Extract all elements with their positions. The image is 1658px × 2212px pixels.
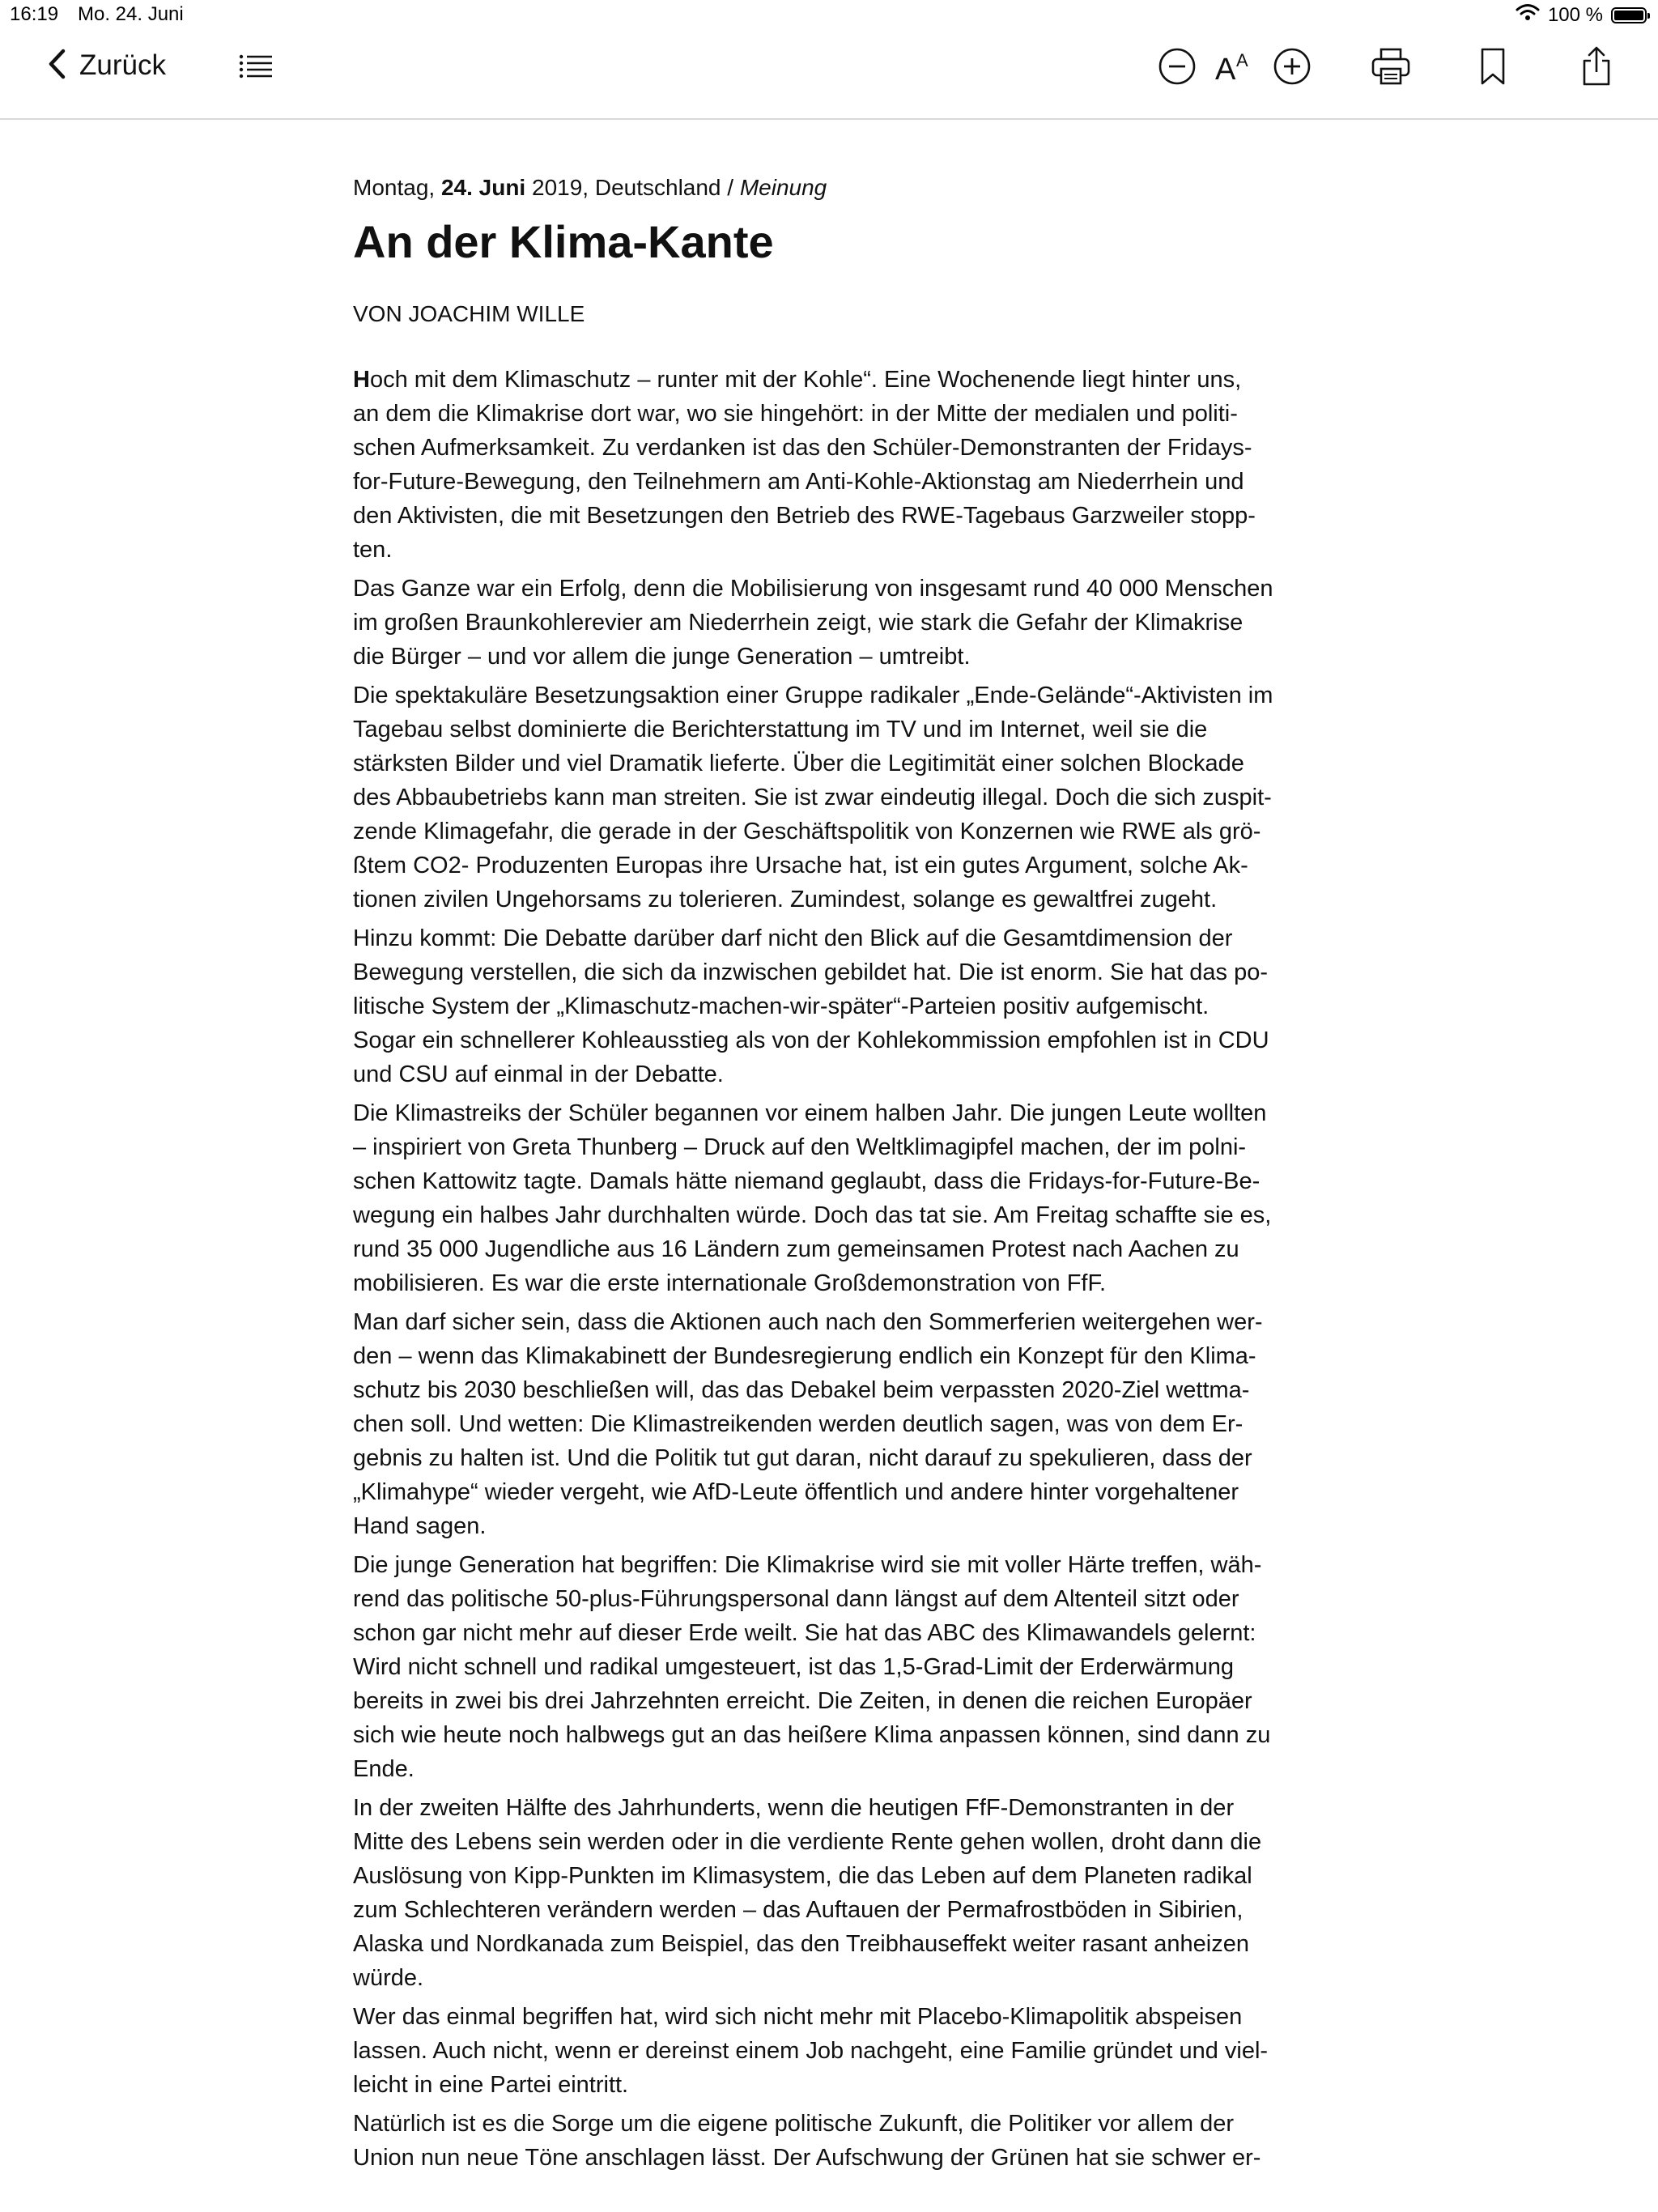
article-byline: VON JOACHIM WILLE — [353, 301, 585, 326]
article-paragraph — [353, 1305, 1308, 1543]
article-line: Auslösung von Kipp-Punkten im Klimasystem, die das Leben auf dem Planeten radikal — [353, 1863, 1252, 1889]
article-line-text: och mit dem Klimaschutz – runter mit der Kohle“. Eine Wochenende liegt hinter uns, — [369, 367, 1242, 393]
article-title: An der Klima-Kante — [353, 216, 774, 267]
article-paragraph — [353, 572, 1308, 674]
article-line: Die Klimastreiks der Schüler begannen vor einem halben Jahr. Die jungen Leute wollten — [353, 1100, 1267, 1126]
article-line: Das Ganze war ein Erfolg, denn die Mobilisierung von insgesamt rund 40 000 Menschen — [353, 576, 1273, 602]
wifi-icon — [1516, 3, 1540, 27]
article-line: gebnis zu halten ist. Und die Politik tut gut daran, nicht darauf zu spekulieren, dass der — [353, 1445, 1252, 1471]
article-line: schon gar nicht mehr auf dieser Erde weilt. Sie hat das ABC des Klimawandels gelernt: — [353, 1620, 1256, 1646]
status-bar — [0, 0, 1658, 32]
status-time: 16:19 — [10, 3, 59, 25]
dateline-section: Meinung — [739, 175, 827, 200]
zoom-in-icon[interactable] — [1269, 44, 1315, 89]
article-line: die Bürger – und vor allem die junge Generation – umtreibt. — [353, 644, 971, 670]
text-size-icon[interactable] — [1211, 44, 1256, 89]
article-line: Hand sagen. — [353, 1513, 487, 1539]
article-line: Hinzu kommt: Die Debatte darüber darf nicht den Blick auf die Gesamtdimension der — [353, 925, 1233, 951]
article-line: bereits in zwei bis drei Jahrzehnten erreicht. Die Zeiten, in denen die reichen Europäer — [353, 1688, 1252, 1714]
svg-text:A: A — [1215, 53, 1236, 84]
share-icon[interactable] — [1574, 44, 1619, 89]
article-line: „Klimahype“ wieder vergeht, wie AfD-Leute öffentlich und andere hinter vorgehaltener — [353, 1479, 1239, 1505]
article-body — [353, 363, 1308, 2175]
status-date: Mo. 24. Juni — [78, 3, 184, 25]
article-line: den Aktivisten, die mit Besetzungen den Betrieb des RWE-Tagebaus Garzweiler stopp- — [353, 503, 1256, 529]
article-paragraph — [353, 921, 1308, 1091]
article-line: ßtem CO2- Produzenten Europas ihre Ursache hat, ist ein gutes Argument, solche Ak- — [353, 853, 1248, 878]
article-line: leicht in eine Partei eintritt. — [353, 2072, 629, 2098]
article-line: Bewegung verstellen, die sich da inzwischen gebildet hat. Die ist enorm. Sie hat das po- — [353, 959, 1269, 985]
dateline-weekday: Montag, — [353, 175, 436, 200]
print-icon[interactable] — [1368, 44, 1414, 89]
article-line: ten. — [353, 537, 393, 563]
article-line: im großen Braunkohlerevier am Niederrhein zeigt, wie stark die Gefahr der Klimakrise — [353, 610, 1244, 636]
article-line: schen Aufmerksamkeit. Zu verdanken ist das den Schüler-Demonstranten der Fridays- — [353, 435, 1252, 461]
dateline-location: 2019, Deutschland / — [532, 175, 734, 200]
article-line: Sogar ein schnellerer Kohleausstieg als von der Kohlekommission empfohlen ist in CDU — [353, 1027, 1269, 1053]
back-button[interactable] — [47, 45, 166, 86]
dateline-date: 24. Juni — [440, 175, 526, 200]
article-paragraph — [353, 2107, 1308, 2175]
article-line: chen soll. Und wetten: Die Klimastreikenden werden deutlich sagen, was von dem Er- — [353, 1411, 1244, 1437]
article-paragraph — [353, 1791, 1308, 1995]
article-line: mobilisieren. Es war die erste internationale Großdemonstration von FfF. — [353, 1270, 1107, 1296]
article-line: wegung ein halbes Jahr durchhalten würde. Doch das tat sie. Am Freitag schaffte sie es, — [353, 1202, 1272, 1228]
reader-toolbar — [0, 32, 1658, 120]
article-paragraph — [353, 678, 1308, 917]
article-line: stärksten Bilder und viel Dramatik lieferte. Über die Legitimität einer solchen Blockade — [353, 751, 1244, 776]
article-paragraph — [353, 1096, 1308, 1300]
article-line: Die junge Generation hat begriffen: Die Klimakrise wird sie mit voller Härte treffen, wäh- — [353, 1552, 1262, 1578]
article-line: und CSU auf einmal in der Debatte. — [353, 1061, 724, 1087]
article-paragraph — [353, 363, 1308, 567]
article-line: Union nun neue Töne anschlagen lässt. Der Aufschwung der Grünen hat sie schwer er- — [353, 2145, 1261, 2171]
article-line: schutz bis 2030 beschließen will, das das Debakel beim verpassten 2020-Ziel wettma- — [353, 1377, 1250, 1403]
article-line: Ende. — [353, 1756, 414, 1782]
article-line: lassen. Auch nicht, wenn er dereinst einem Job nachgeht, eine Familie gründet und viel- — [353, 2038, 1269, 2064]
zoom-out-icon[interactable] — [1154, 44, 1200, 89]
article-line: tionen zivilen Ungehorsams zu tolerieren. Zumindest, solange es gewaltfrei zugeht. — [353, 887, 1218, 912]
article-line: des Abbaubetriebs kann man streiten. Sie ist zwar eindeutig illegal. Doch die sich zuspit- — [353, 785, 1272, 810]
article-line: Alaska und Nordkanada zum Beispiel, das den Treibhauseffekt weiter rasant anheizen — [353, 1931, 1249, 1957]
article-dateline — [353, 170, 1308, 206]
bookmark-icon[interactable] — [1470, 44, 1516, 89]
article-line — [353, 363, 1308, 397]
article-line: Man darf sicher sein, dass die Aktionen auch nach den Sommerferien weitergehen wer- — [353, 1309, 1263, 1335]
article-line: würde. — [353, 1965, 424, 1991]
article-line: an dem die Klimakrise dort war, wo sie hingehört: in der Mitte der medialen und politi- — [353, 401, 1238, 427]
back-label: Zurück — [79, 49, 166, 81]
article-line: schen Kattowitz tagte. Damals hätte niemand geglaubt, dass die Fridays-for-Future-Be- — [353, 1168, 1261, 1194]
article-line: Wer das einmal begriffen hat, wird sich nicht mehr mit Placebo-Klimapolitik abspeisen — [353, 2004, 1243, 2030]
chevron-left-icon — [47, 48, 66, 84]
list-icon[interactable] — [233, 44, 278, 89]
article-paragraph — [353, 2000, 1308, 2102]
article-line: In der zweiten Hälfte des Jahrhunderts, wenn die heutigen FfF-Demonstranten in der — [353, 1795, 1235, 1821]
article-line: Tagebau selbst dominierte die Berichterstattung im TV und im Internet, weil sie die — [353, 717, 1208, 742]
article-line: Mitte des Lebens sein werden oder in die verdiente Rente gehen wollen, droht dann die — [353, 1829, 1262, 1855]
article-paragraph — [353, 1548, 1308, 1786]
status-right — [1516, 3, 1647, 27]
battery-icon — [1611, 7, 1647, 23]
article-line: Die spektakuläre Besetzungsaktion einer Gruppe radikaler „Ende-Gelände“-Aktivisten im — [353, 683, 1273, 708]
article — [353, 170, 1308, 2180]
article-line: Wird nicht schnell und radikal umgesteuert, ist das 1,5-Grad-Limit der Erderwärmung — [353, 1654, 1234, 1680]
article-line: rund 35 000 Jugendliche aus 16 Ländern zum gemeinsamen Protest nach Aachen zu — [353, 1236, 1239, 1262]
article-line: sich wie heute noch halbwegs gut an das heißere Klima anpassen können, sind dann zu — [353, 1722, 1271, 1748]
article-line: litische System der „Klimaschutz-machen-wir-später“-Parteien positiv aufgemischt. — [353, 993, 1209, 1019]
article-line: zum Schlechteren verändern werden – das Auftauen der Permafrostböden in Sibirien, — [353, 1897, 1244, 1923]
article-line: – inspiriert von Greta Thunberg – Druck auf den Weltklimagipfel machen, der im polni- — [353, 1134, 1247, 1160]
initial-letter: H — [353, 367, 370, 393]
battery-percentage: 100 % — [1547, 3, 1603, 26]
article-line: Natürlich ist es die Sorge um die eigene politische Zukunft, die Politiker vor allem der — [353, 2111, 1235, 2137]
article-line: den – wenn das Klimakabinett der Bundesregierung endlich ein Konzept für den Klima- — [353, 1343, 1256, 1369]
svg-text:A: A — [1236, 50, 1248, 70]
article-line: zende Klimagefahr, die gerade in der Geschäftspolitik von Konzernen wie RWE als grö- — [353, 819, 1261, 844]
article-line: for-Future-Bewegung, den Teilnehmern am Anti-Kohle-Aktionstag am Niederrhein und — [353, 469, 1244, 495]
article-line: rend das politische 50-plus-Führungspersonal dann längst auf dem Altenteil sitzt oder — [353, 1586, 1239, 1612]
